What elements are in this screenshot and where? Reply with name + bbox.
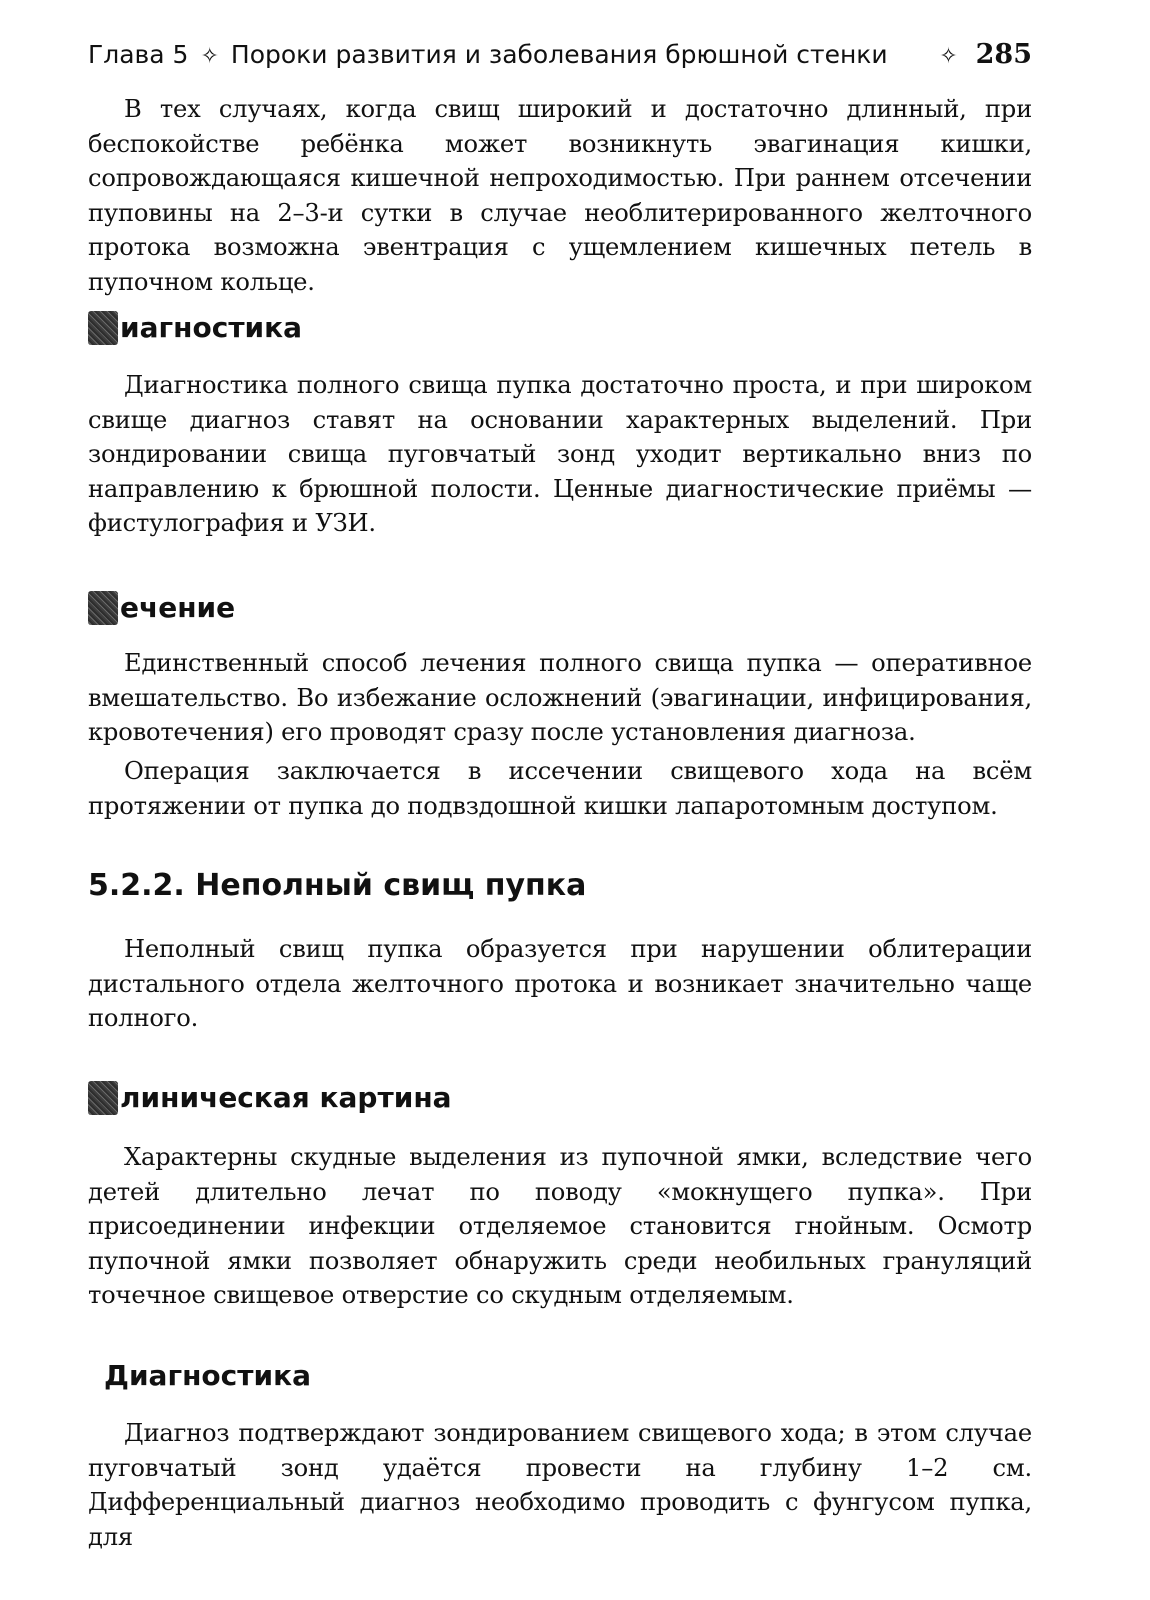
paragraph: Единственный способ лечения полного свища пупка — оперативное вмешательство. Во избежание осложнений (эвагинации, инфицирования, кровотечения) его проводят сразу после установления диагноза. — [88, 649, 1032, 747]
subheading-clinical-picture — [88, 1080, 1032, 1116]
paragraph: Диагноз подтверждают зондированием свищевого хода; в этом случае пуговчатый зонд удаётся провести на глубину 1–2 см. Дифференциальный диагноз необходимо проводить с фунгусом пупка, для — [88, 1419, 1032, 1551]
drop-cap-smudge-icon — [88, 1081, 118, 1115]
subheading-text: ечение — [120, 591, 236, 624]
subheading-text: линическая картина — [120, 1081, 452, 1114]
subheading-treatment — [88, 590, 1032, 626]
paragraph: Характерны скудные выделения из пупочной ямки, вследствие чего детей длительно лечат по поводу «мокнущего пупка». При присоединении инфекции отделяемое становится гнойным. Осмотр пупочной ямки позволяет обнаружить среди необильных грануляций точечное свищевое отверстие со скудным отделяемым. — [88, 1143, 1032, 1310]
paragraph: Операция заключается в иссечении свищевого хода на всём протяжении от пупка до подвздошной кишки лапаротомным доступом. — [88, 757, 1032, 820]
subheading-diagnostics-2: Диагностика — [104, 1359, 312, 1392]
diamond-ornament-icon: ✧ — [939, 44, 958, 69]
paragraph: Диагностика полного свища пупка достаточно проста, и при широком свище диагноз ставят на основании характерных выделений. При зондировании свища пуговчатый зонд уходит вертикально вниз по направлению к брюшной полости. Ценные диагностические приёмы — фистулография и УЗИ. — [88, 371, 1032, 538]
running-head — [88, 38, 1032, 74]
paragraph: Неполный свищ пупка образуется при нарушении облитерации дистального отдела желточного протока и возникает значительно чаще полного. — [88, 935, 1032, 1033]
section-heading: 5.2.2. Неполный свищ пупка — [88, 868, 587, 903]
drop-cap-smudge-icon — [88, 591, 118, 625]
subheading-text: иагностика — [120, 311, 303, 344]
subheading-diagnostics — [88, 310, 1032, 346]
drop-cap-smudge-icon — [88, 311, 118, 345]
chapter-label: Глава 5 — [88, 40, 189, 69]
chapter-title: Пороки развития и заболевания брюшной стенки — [230, 40, 888, 69]
paragraph: В тех случаях, когда свищ широкий и достаточно длинный, при беспокойстве ребёнка может возникнуть эвагинация кишки, сопровождающаяся кишечной непроходимостью. При раннем отсечении пуповины на 2–3-и сутки в случае необлитерированного желточного протока возможна эвентрация с ущемлением кишечных петель в пупочном кольце. — [88, 95, 1032, 296]
diamond-ornament-icon: ✧ — [200, 44, 219, 69]
page-number: 285 — [975, 39, 1032, 70]
